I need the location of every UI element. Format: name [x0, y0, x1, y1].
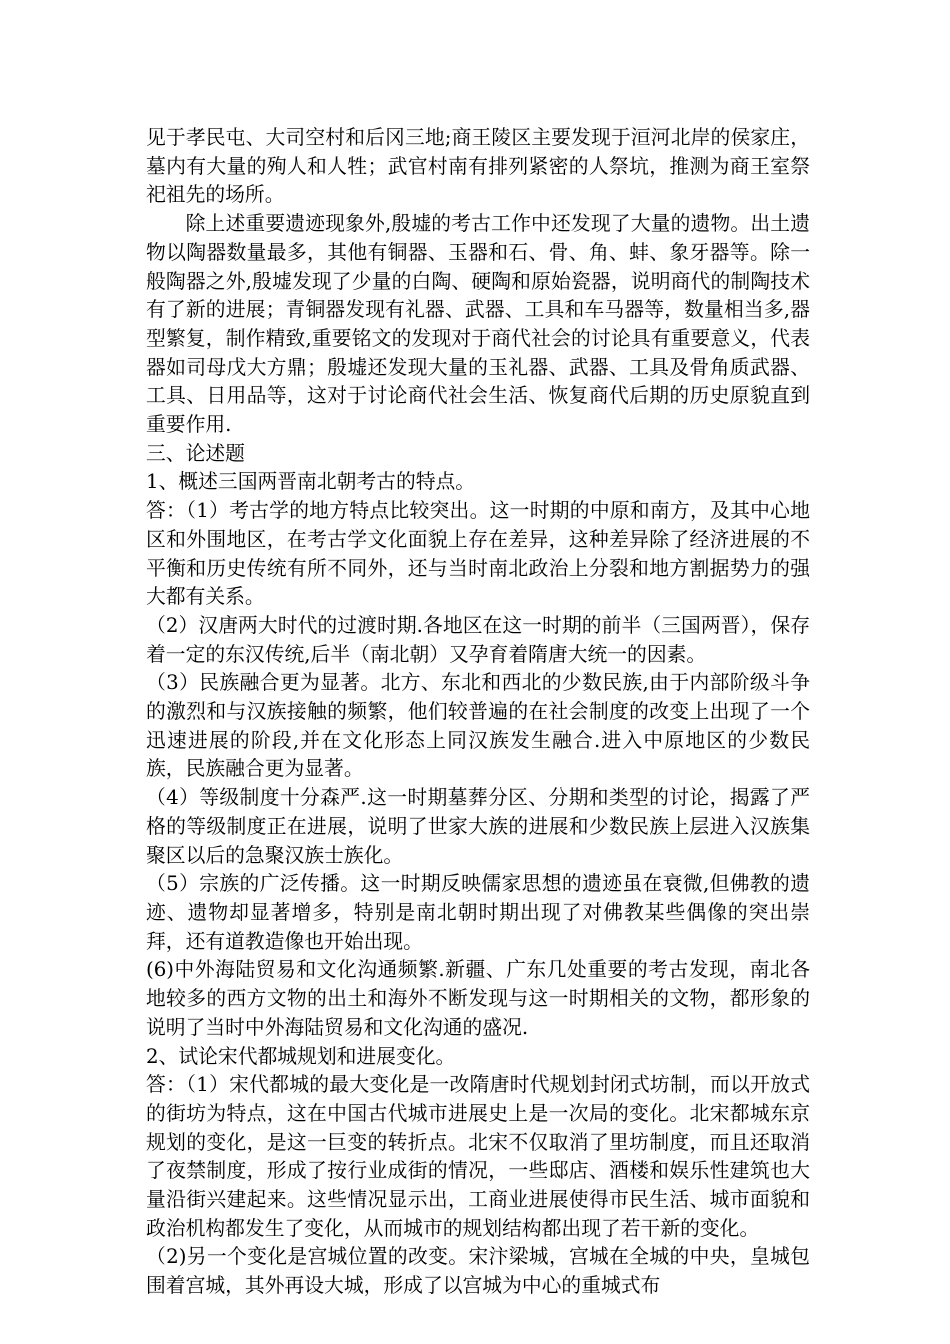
document-page [146, 124, 810, 1301]
answer-1-point-4: （4）等级制度十分森严.这一时期墓葬分区、分期和类型的讨论，揭露了严格的等级制度正在进展，说明了世家大族的进展和少数民族上层进入汉族集聚区以后的急聚汉族士族化。 [146, 786, 810, 867]
question-2: 2、试论宋代都城规划和进展变化。 [146, 1044, 456, 1068]
question-1: 1、概述三国两晋南北朝考古的特点。 [146, 470, 476, 494]
answer-1-point-2: （2）汉唐两大时代的过渡时期.各地区在这一时期的前半（三国两晋），保存着一定的东汉传统,后半（南北朝）又孕育着隋唐大统一的因素。 [146, 613, 810, 666]
paragraph-1: 见于孝民屯、大司空村和后冈三地;商王陵区主要发现于洹河北岸的侯家庄，墓内有大量的殉人和人牲；武官村南有排列紧密的人祭坑，推测为商王室祭祀祖先的场所。 [146, 126, 810, 207]
answer-2-point-2: （2)另一个变化是宫城位置的改变。宋汴梁城，宫城在全城的中央，皇城包围着宫城，其外再设大城，形成了以宫城为中心的重城式布 [146, 1245, 810, 1298]
paragraph-2: 除上述重要遗迹现象外,殷墟的考古工作中还发现了大量的遗物。出土遗物以陶器数量最多，其他有铜器、玉器和石、骨、角、蚌、象牙器等。除一般陶器之外,殷墟发现了少量的白陶、硬陶和原始瓷器，说明商代的制陶技术有了新的进展；青铜器发现有礼器、武器、工具和车马器等，数量相当多,器型繁复，制作精致,重要铭文的发现对于商代社会的讨论具有重要意义，代表器如司母戊大方鼎；殷墟还发现大量的玉礼器、武器、工具及骨角质武器、工具、日用品等，这对于讨论商代社会生活、恢复商代后期的历史原貌直到重要作用. [146, 212, 810, 437]
section-heading: 三、论述题 [146, 441, 245, 465]
answer-1-point-5: （5）宗族的广泛传播。这一时期反映儒家思想的遗迹虽在衰微,但佛教的遗迹、遗物却显著增多，特别是南北朝时期出现了对佛教某些偶像的突出崇拜，还有道教造像也开始出现。 [146, 872, 810, 953]
answer-1-point-6: (6)中外海陆贸易和文化沟通频繁.新疆、广东几处重要的考古发现，南北各地较多的西方文物的出土和海外不断发现与这一时期相关的文物，都形象的说明了当时中外海陆贸易和文化沟通的盛况. [146, 958, 810, 1039]
answer-1-point-1: 答：（1）考古学的地方特点比较突出。这一时期的中原和南方，及其中心地区和外围地区，在考古学文化面貌上存在差异，这种差异除了经济进展的不平衡和历史传统有所不同外，还与当时南北政治上分裂和地方割据势力的强大都有关系。 [146, 499, 810, 609]
answer-2-point-1: 答：（1）宋代都城的最大变化是一改隋唐时代规划封闭式坊制，而以开放式的街坊为特点，这在中国古代城市进展史上是一次局的变化。北宋都城东京规划的变化，是这一巨变的转折点。北宋不仅取消了里坊制度，而且还取消了夜禁制度，形成了按行业成街的情况，一些邸店、酒楼和娱乐性建筑也大量沿街兴建起来。这些情况显示出，工商业进展使得市民生活、城市面貌和政治机构都发生了变化，从而城市的规划结构都出现了若干新的变化。 [146, 1073, 810, 1240]
answer-1-point-3: （3）民族融合更为显著。北方、东北和西北的少数民族,由于内部阶级斗争的激烈和与汉族接触的频繁，他们较普遍的在社会制度的改变上出现了一个迅速进展的阶段,并在文化形态上同汉族发生融合.进入中原地区的少数民族，民族融合更为显著。 [146, 671, 810, 781]
